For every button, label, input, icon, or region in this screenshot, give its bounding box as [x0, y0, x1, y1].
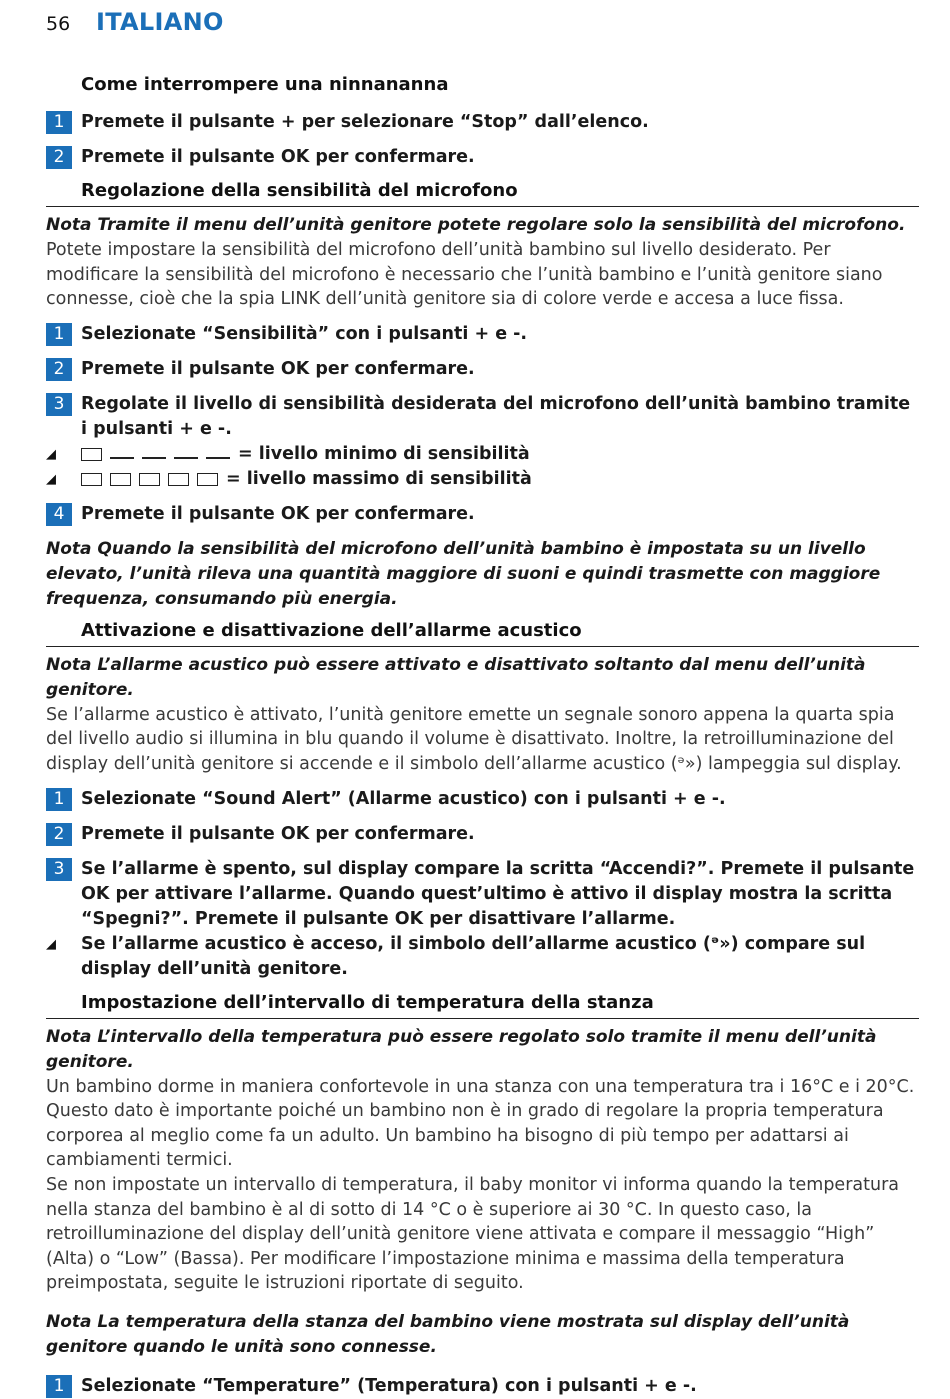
step-item [46, 110, 919, 135]
body-text: Se non impostate un intervallo di temperatura, il baby monitor vi informa quando la temperatura nella stanza del bambino è al di sotto di 14 °C o è superiore ai 30 °C. In questo caso, la retroilluminazione del display dell’unità genitore viene attivata e compare il messaggio “High” (Alta) o “Low” (Bassa). Per modificare l’impostazione minima e massima della temperatura preimpostata, seguite le istruzioni riportate di seguito. [46, 1174, 899, 1294]
line-icon [174, 457, 198, 459]
step-text: Regolate il livello di sensibilità desiderata del microfono dell’unità bambino tramite i pulsanti + e -. [81, 393, 911, 439]
box-icon [81, 448, 102, 461]
triangle-bullet-icon: ◢ [46, 446, 56, 462]
box-icon [81, 473, 102, 486]
bullet-item-max-sensitivity [46, 467, 919, 492]
box-icon [139, 473, 160, 486]
step-item [46, 145, 919, 170]
step-number: 1 [46, 788, 72, 811]
note-text: Nota L’allarme acustico può essere attivato e disattivato soltanto dal menu dell’unità genitore. [46, 654, 866, 700]
bullet-text: Se l’allarme acustico è acceso, il simbolo dell’allarme acustico (ᵊ») compare sul display dell’unità genitore. [81, 933, 866, 979]
note-text: Nota La temperatura della stanza del bambino viene mostrata sul display dell’unità genitore quando le unità sono connesse. [46, 1311, 850, 1357]
step-item [46, 787, 919, 812]
language-title: ITALIANO [96, 8, 224, 36]
step-number: 1 [46, 1375, 72, 1398]
step-item [46, 357, 919, 382]
step-item [46, 822, 919, 847]
body-text: Un bambino dorme in maniera confortevole in una stanza con una temperatura tra i 16°C e i 20°C. Questo dato è importante poiché un bambino non è in grado di regolare la propria temperatura corporea al meglio come fa un adulto. Un bambino ha bisogno di più tempo per adattarsi ai cambiamenti termici. [46, 1076, 915, 1171]
triangle-bullet-icon: ◢ [46, 471, 56, 487]
page-number: 56 [46, 13, 71, 35]
sensitivity-max-indicator [81, 473, 218, 486]
step-number: 2 [46, 823, 72, 846]
step-text: Premete il pulsante OK per confermare. [81, 147, 475, 167]
line-icon [142, 457, 166, 459]
step-text: Selezionate “Temperature” (Temperatura) con i pulsanti + e -. [81, 1375, 697, 1396]
step-number: 3 [46, 858, 72, 881]
triangle-bullet-icon: ◢ [46, 936, 56, 952]
section-heading-temperature-range: Impostazione dell’intervallo di temperatura della stanza [46, 990, 919, 1019]
note-text: Nota L’intervallo della temperatura può essere regolato solo tramite il menu dell’unità genitore. [46, 1026, 877, 1072]
note-text: Nota Tramite il menu dell’unità genitore potete regolare solo la sensibilità del microfono. [46, 215, 906, 235]
line-icon [206, 457, 230, 459]
sensitivity-min-indicator [81, 448, 230, 461]
bullet-content [81, 467, 919, 492]
step-text: Selezionate “Sensibilità” con i pulsanti + e -. [81, 323, 528, 344]
step-number: 1 [46, 323, 72, 346]
box-icon [110, 473, 131, 486]
step-item [46, 322, 919, 347]
box-icon [197, 473, 218, 486]
section-heading-sound-alert: Attivazione e disattivazione dell’allarme acustico [46, 618, 919, 647]
section-heading-mic-sensitivity: Regolazione della sensibilità del microfono [46, 178, 919, 207]
section-heading-stop-lullaby: Come interrompere una ninnananna [81, 74, 449, 95]
bullet-text: = livello massimo di sensibilità [226, 468, 532, 489]
step-number: 4 [46, 503, 72, 526]
bullet-content [81, 442, 919, 467]
step-text: Premete il pulsante + per selezionare “Stop” dall’elenco. [81, 112, 649, 132]
step-number: 2 [46, 146, 72, 169]
step-number: 1 [46, 111, 72, 134]
step-number: 3 [46, 393, 72, 416]
bullet-item-min-sensitivity [46, 442, 919, 467]
body-text: Se l’allarme acustico è attivato, l’unità genitore emette un segnale sonoro appena la quarta spia del livello audio si illumina in blu quando il volume è disattivato. Inoltre, la retroilluminazione del display dell’unità genitore si accende e il simbolo dell’allarme acustico (ᵊ») lampeggia sul display. [46, 704, 902, 774]
step-text: Premete il pulsante OK per confermare. [81, 358, 475, 379]
bullet-item [46, 932, 919, 982]
step-text: Premete il pulsante OK per confermare. [81, 823, 475, 844]
body-text: Potete impostare la sensibilità del microfono dell’unità bambino sul livello desiderato. Per modificare la sensibilità del microfono è necessario che l’unità bambino e l’unità genitore siano connesse, cioè che la spia LINK dell’unità genitore sia di colore verde e accesa a luce fissa. [46, 240, 883, 310]
step-item [46, 392, 919, 442]
bullet-text: = livello minimo di sensibilità [238, 443, 530, 464]
line-icon [110, 457, 134, 459]
step-item [46, 1374, 919, 1399]
step-text: Selezionate “Sound Alert” (Allarme acustico) con i pulsanti + e -. [81, 788, 726, 809]
step-item [46, 502, 919, 527]
page-content [46, 72, 919, 1399]
page-header [46, 8, 224, 40]
step-number: 2 [46, 358, 72, 381]
box-icon [168, 473, 189, 486]
step-text: Se l’allarme è spento, sul display compare la scritta “Accendi?”. Premete il pulsante OK per attivare l’allarme. Quando quest’ultimo è attivo il display mostra la scritta “Spegni?”. Premete il pulsante OK per disattivare l’allarme. [81, 858, 915, 929]
step-item [46, 857, 919, 932]
step-text: Premete il pulsante OK per confermare. [81, 503, 475, 524]
note-text: Nota Quando la sensibilità del microfono dell’unità bambino è impostata su un livello elevato, l’unità rileva una quantità maggiore di suoni e quindi trasmette con maggiore frequenza, consumando più energia. [46, 538, 881, 609]
